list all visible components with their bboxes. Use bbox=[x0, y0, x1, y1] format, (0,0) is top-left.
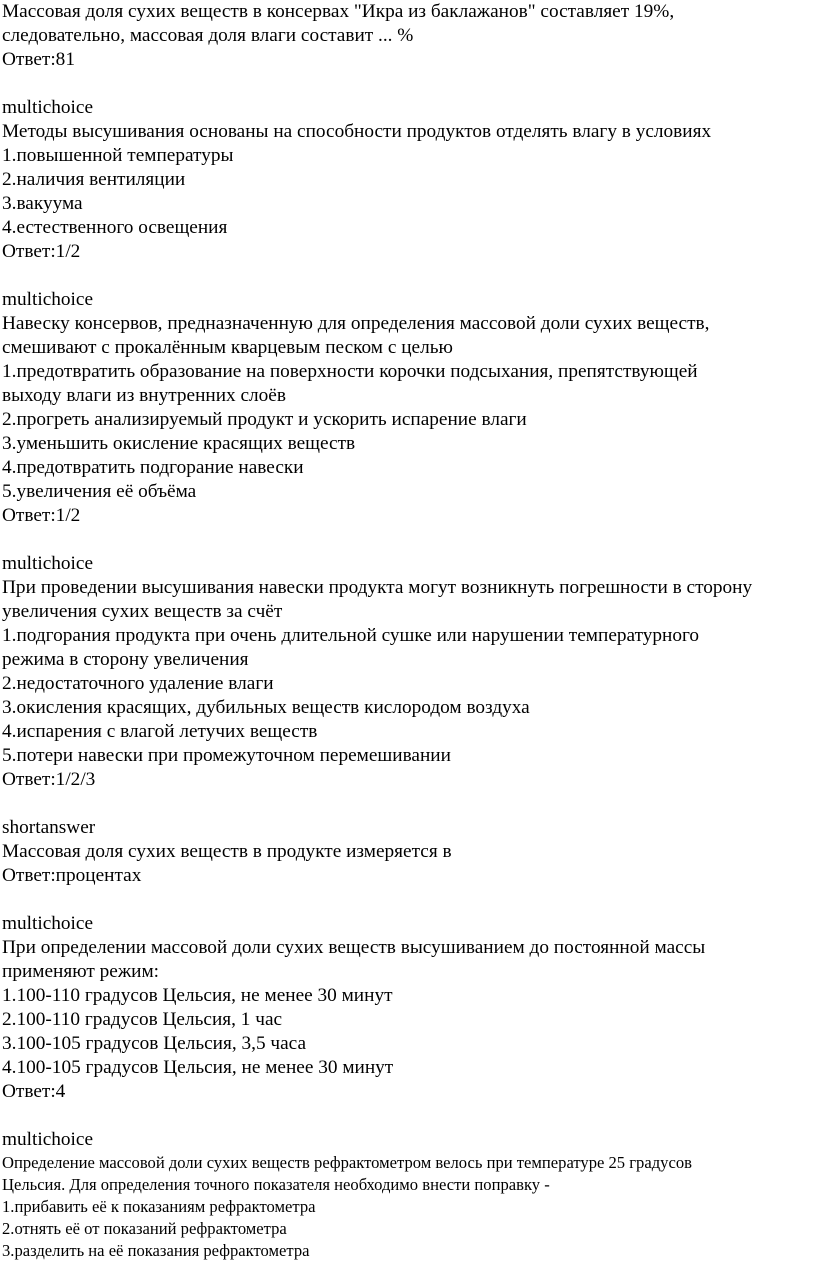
answer-text: Ответ:1/2 bbox=[2, 505, 81, 526]
option-text: 1.прибавить её к показаниям рефрактометра bbox=[2, 1197, 316, 1216]
option-text: 3.окисления красящих, дубильных веществ кислородом воздуха bbox=[2, 697, 530, 718]
question-text: При определении массовой доли сухих веществ высушиванием до постоянной массы bbox=[2, 937, 706, 958]
question-text: Массовая доля сухих веществ в продукте измеряется в bbox=[2, 841, 452, 862]
option-text: 4.естественного освещения bbox=[2, 217, 228, 238]
question-text: Навеску консервов, предназначенную для определения массовой доли сухих веществ, bbox=[2, 313, 710, 334]
answer-text: Ответ:81 bbox=[2, 49, 75, 70]
question-block bbox=[2, 552, 814, 792]
block-gap bbox=[2, 792, 814, 816]
block-gap bbox=[2, 1104, 814, 1128]
option-text: 5.увеличения её объёма bbox=[2, 481, 197, 502]
answer-text: Ответ:процентах bbox=[2, 865, 142, 886]
question-text: Цельсия. Для определения точного показателя необходимо внести поправку - bbox=[2, 1175, 550, 1194]
answer-text: Ответ:1/2/3 bbox=[2, 769, 96, 790]
block-gap bbox=[2, 72, 814, 96]
answer-text: Ответ:1/2 bbox=[2, 241, 81, 262]
question-block bbox=[2, 816, 814, 888]
question-text: смешивают с прокалённым кварцевым песком с целью bbox=[2, 337, 453, 358]
question-block bbox=[2, 96, 814, 264]
option-text: 2.наличия вентиляции bbox=[2, 169, 186, 190]
question-type: multichoice bbox=[2, 1129, 94, 1150]
question-text: При проведении высушивания навески продукта могут возникнуть погрешности в сторону bbox=[2, 577, 753, 598]
question-text: Определение массовой доли сухих веществ рефрактометром велось при температуре 25 градусов bbox=[2, 1153, 692, 1172]
document-page bbox=[2, 0, 814, 1262]
option-text: 3.вакуума bbox=[2, 193, 83, 214]
question-block bbox=[2, 288, 814, 528]
option-text: 2.прогреть анализируемый продукт и ускорить испарение влаги bbox=[2, 409, 527, 430]
option-text: 1.подгорания продукта при очень длительной сушке или нарушении температурного bbox=[2, 625, 700, 646]
question-block bbox=[2, 0, 814, 72]
option-text: режима в сторону увеличения bbox=[2, 649, 249, 670]
option-text: 1.предотвратить образование на поверхности корочки подсыхания, препятствующей bbox=[2, 361, 698, 382]
question-type: multichoice bbox=[2, 553, 94, 574]
option-text: 3.100-105 градусов Цельсия, 3,5 часа bbox=[2, 1033, 307, 1054]
block-gap bbox=[2, 888, 814, 912]
option-text: 2.недостаточного удаление влаги bbox=[2, 673, 274, 694]
question-text: применяют режим: bbox=[2, 961, 160, 982]
question-block bbox=[2, 912, 814, 1104]
option-text: 3.разделить на её показания рефрактометра bbox=[2, 1241, 310, 1260]
small-text-region bbox=[2, 1152, 814, 1262]
question-text: увеличения сухих веществ за счёт bbox=[2, 601, 283, 622]
answer-text: Ответ:4 bbox=[2, 1081, 66, 1102]
question-type: multichoice bbox=[2, 97, 94, 118]
option-text: 1.повышенной температуры bbox=[2, 145, 234, 166]
question-type: multichoice bbox=[2, 289, 94, 310]
block-gap bbox=[2, 264, 814, 288]
question-text: Массовая доля сухих веществ в консервах "Икра из баклажанов" составляет 19%, bbox=[2, 1, 675, 22]
question-text: следовательно, массовая доля влаги составит ... % bbox=[2, 25, 414, 46]
question-type: multichoice bbox=[2, 913, 94, 934]
option-text: выходу влаги из внутренних слоёв bbox=[2, 385, 286, 406]
option-text: 4.предотвратить подгорание навески bbox=[2, 457, 304, 478]
option-text: 4.испарения с влагой летучих веществ bbox=[2, 721, 318, 742]
block-gap bbox=[2, 528, 814, 552]
option-text: 5.потери навески при промежуточном перемешивании bbox=[2, 745, 451, 766]
option-text: 3.уменьшить окисление красящих веществ bbox=[2, 433, 356, 454]
option-text: 2.отнять её от показаний рефрактометра bbox=[2, 1219, 287, 1238]
option-text: 4.100-105 градусов Цельсия, не менее 30 минут bbox=[2, 1057, 394, 1078]
question-text: Методы высушивания основаны на способности продуктов отделять влагу в условиях bbox=[2, 121, 712, 142]
question-type: shortanswer bbox=[2, 817, 96, 838]
option-text: 2.100-110 градусов Цельсия, 1 час bbox=[2, 1009, 283, 1030]
option-text: 1.100-110 градусов Цельсия, не менее 30 минут bbox=[2, 985, 393, 1006]
question-block bbox=[2, 1128, 814, 1262]
